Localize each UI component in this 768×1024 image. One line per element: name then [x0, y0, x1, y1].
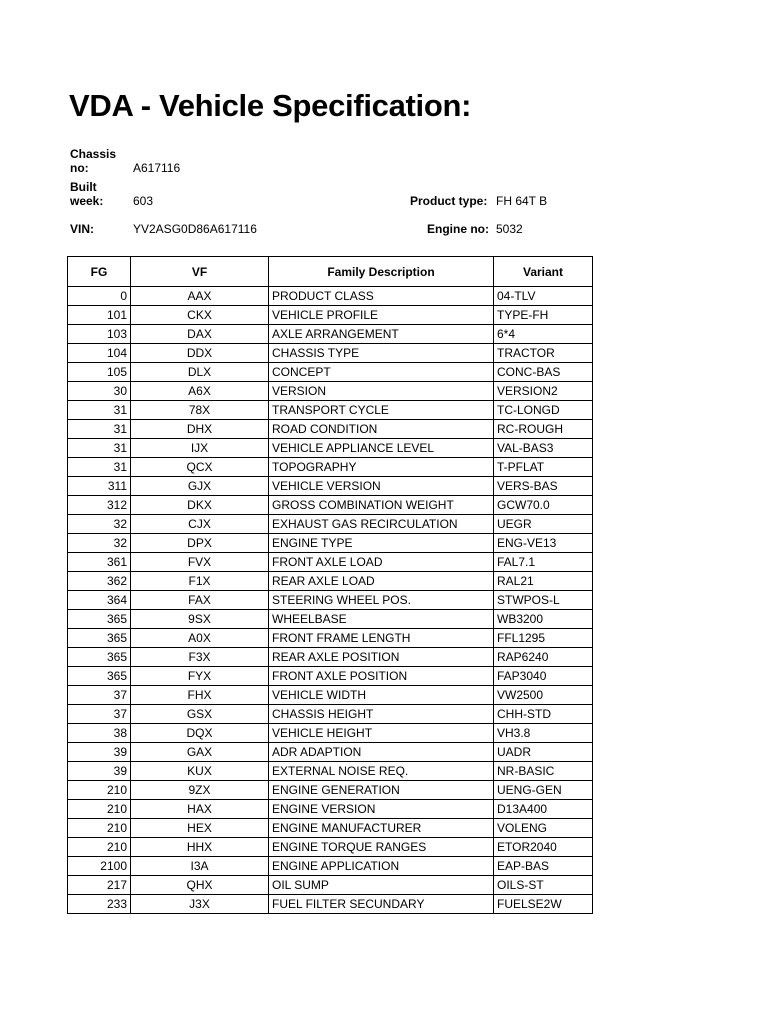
cell-fg: 31 — [68, 401, 131, 420]
cell-vf: DQX — [131, 724, 269, 743]
cell-family-description: FRONT AXLE LOAD — [269, 553, 494, 572]
cell-vf: FVX — [131, 553, 269, 572]
table-row — [68, 420, 593, 439]
cell-variant: 6*4 — [494, 325, 593, 344]
table-row — [68, 705, 593, 724]
cell-family-description: OIL SUMP — [269, 876, 494, 895]
cell-fg: 233 — [68, 895, 131, 914]
cell-vf: F1X — [131, 572, 269, 591]
cell-family-description: ADR ADAPTION — [269, 743, 494, 762]
cell-family-description: REAR AXLE LOAD — [269, 572, 494, 591]
cell-variant: UADR — [494, 743, 593, 762]
cell-fg: 37 — [68, 686, 131, 705]
cell-family-description: FRONT FRAME LENGTH — [269, 629, 494, 648]
cell-fg: 362 — [68, 572, 131, 591]
cell-fg: 104 — [68, 344, 131, 363]
table-body — [68, 287, 593, 914]
cell-vf: 9SX — [131, 610, 269, 629]
cell-family-description: ENGINE MANUFACTURER — [269, 819, 494, 838]
cell-family-description: TRANSPORT CYCLE — [269, 401, 494, 420]
cell-variant: CHH-STD — [494, 705, 593, 724]
column-header-family-description: Family Description — [269, 257, 494, 287]
cell-variant: RC-ROUGH — [494, 420, 593, 439]
cell-variant: EAP-BAS — [494, 857, 593, 876]
cell-fg: 210 — [68, 800, 131, 819]
cell-variant: VOLENG — [494, 819, 593, 838]
cell-fg: 101 — [68, 306, 131, 325]
cell-variant: UEGR — [494, 515, 593, 534]
cell-fg: 30 — [68, 382, 131, 401]
table-row — [68, 667, 593, 686]
cell-family-description: ENGINE APPLICATION — [269, 857, 494, 876]
cell-vf: CJX — [131, 515, 269, 534]
cell-vf: A6X — [131, 382, 269, 401]
cell-fg: 2100 — [68, 857, 131, 876]
cell-variant: GCW70.0 — [494, 496, 593, 515]
cell-fg: 210 — [68, 781, 131, 800]
specification-table — [67, 256, 593, 914]
cell-variant: VW2500 — [494, 686, 593, 705]
cell-fg: 210 — [68, 838, 131, 857]
cell-variant: ENG-VE13 — [494, 534, 593, 553]
table-row — [68, 724, 593, 743]
cell-variant: VERSION2 — [494, 382, 593, 401]
cell-vf: DLX — [131, 363, 269, 382]
cell-family-description: CHASSIS TYPE — [269, 344, 494, 363]
cell-family-description: REAR AXLE POSITION — [269, 648, 494, 667]
cell-family-description: ENGINE GENERATION — [269, 781, 494, 800]
cell-family-description: FRONT AXLE POSITION — [269, 667, 494, 686]
cell-vf: DPX — [131, 534, 269, 553]
table-row — [68, 325, 593, 344]
vin-value: YV2ASG0D86A617116 — [133, 222, 257, 236]
cell-variant: FUELSE2W — [494, 895, 593, 914]
cell-variant: T-PFLAT — [494, 458, 593, 477]
cell-fg: 103 — [68, 325, 131, 344]
cell-variant: D13A400 — [494, 800, 593, 819]
cell-fg: 365 — [68, 667, 131, 686]
table-row — [68, 458, 593, 477]
cell-family-description: VEHICLE VERSION — [269, 477, 494, 496]
cell-family-description: VEHICLE APPLIANCE LEVEL — [269, 439, 494, 458]
table-row — [68, 344, 593, 363]
cell-fg: 31 — [68, 420, 131, 439]
cell-vf: J3X — [131, 895, 269, 914]
cell-variant: VAL-BAS3 — [494, 439, 593, 458]
table-row — [68, 515, 593, 534]
cell-variant: RAP6240 — [494, 648, 593, 667]
cell-fg: 39 — [68, 743, 131, 762]
cell-family-description: ENGINE VERSION — [269, 800, 494, 819]
table-row — [68, 553, 593, 572]
product-type-value: FH 64T B — [496, 194, 548, 208]
product-type-label: Product type: — [410, 194, 488, 208]
table-row — [68, 306, 593, 325]
cell-vf: GAX — [131, 743, 269, 762]
table-row — [68, 838, 593, 857]
cell-fg: 38 — [68, 724, 131, 743]
cell-vf: CKX — [131, 306, 269, 325]
cell-vf: QCX — [131, 458, 269, 477]
cell-variant: FAP3040 — [494, 667, 593, 686]
engine-no-value: 5032 — [496, 222, 523, 236]
cell-variant: STWPOS-L — [494, 591, 593, 610]
cell-family-description: VERSION — [269, 382, 494, 401]
table-header-row — [68, 257, 593, 287]
cell-variant: RAL21 — [494, 572, 593, 591]
cell-fg: 37 — [68, 705, 131, 724]
cell-family-description: AXLE ARRANGEMENT — [269, 325, 494, 344]
engine-no-label: Engine no: — [427, 222, 489, 236]
column-header-vf: VF — [131, 257, 269, 287]
table-row — [68, 477, 593, 496]
cell-family-description: VEHICLE WIDTH — [269, 686, 494, 705]
table-row — [68, 857, 593, 876]
cell-vf: FHX — [131, 686, 269, 705]
cell-vf: DAX — [131, 325, 269, 344]
cell-fg: 32 — [68, 534, 131, 553]
cell-variant: FAL7.1 — [494, 553, 593, 572]
cell-variant: OILS-ST — [494, 876, 593, 895]
cell-family-description: TOPOGRAPHY — [269, 458, 494, 477]
cell-vf: 78X — [131, 401, 269, 420]
table-row — [68, 534, 593, 553]
cell-fg: 210 — [68, 819, 131, 838]
table-row — [68, 496, 593, 515]
table-row — [68, 743, 593, 762]
table-row — [68, 895, 593, 914]
cell-variant: UENG-GEN — [494, 781, 593, 800]
table-row — [68, 648, 593, 667]
table-row — [68, 287, 593, 306]
cell-fg: 217 — [68, 876, 131, 895]
cell-family-description: EXHAUST GAS RECIRCULATION — [269, 515, 494, 534]
cell-variant: ETOR2040 — [494, 838, 593, 857]
cell-vf: FAX — [131, 591, 269, 610]
cell-vf: QHX — [131, 876, 269, 895]
cell-vf: HEX — [131, 819, 269, 838]
cell-fg: 31 — [68, 458, 131, 477]
chassis-no-label: Chassis no: — [70, 147, 117, 175]
cell-vf: A0X — [131, 629, 269, 648]
table-row — [68, 819, 593, 838]
cell-family-description: WHEELBASE — [269, 610, 494, 629]
cell-fg: 312 — [68, 496, 131, 515]
cell-family-description: STEERING WHEEL POS. — [269, 591, 494, 610]
table-row — [68, 629, 593, 648]
cell-family-description: ENGINE TYPE — [269, 534, 494, 553]
table-row — [68, 439, 593, 458]
cell-vf: F3X — [131, 648, 269, 667]
cell-vf: HHX — [131, 838, 269, 857]
cell-family-description: ROAD CONDITION — [269, 420, 494, 439]
cell-family-description: CONCEPT — [269, 363, 494, 382]
cell-vf: HAX — [131, 800, 269, 819]
cell-fg: 311 — [68, 477, 131, 496]
table-row — [68, 876, 593, 895]
cell-fg: 361 — [68, 553, 131, 572]
cell-family-description: ENGINE TORQUE RANGES — [269, 838, 494, 857]
page-title: VDA - Vehicle Specification: — [69, 88, 472, 123]
column-header-fg: FG — [68, 257, 131, 287]
cell-family-description: PRODUCT CLASS — [269, 287, 494, 306]
cell-vf: KUX — [131, 762, 269, 781]
vin-label: VIN: — [70, 222, 94, 236]
cell-fg: 364 — [68, 591, 131, 610]
cell-variant: 04-TLV — [494, 287, 593, 306]
cell-family-description: GROSS COMBINATION WEIGHT — [269, 496, 494, 515]
cell-fg: 32 — [68, 515, 131, 534]
cell-vf: I3A — [131, 857, 269, 876]
chassis-no-value: A617116 — [133, 161, 181, 175]
table-row — [68, 686, 593, 705]
cell-vf: AAX — [131, 287, 269, 306]
cell-variant: FFL1295 — [494, 629, 593, 648]
table-row — [68, 363, 593, 382]
cell-fg: 0 — [68, 287, 131, 306]
cell-fg: 39 — [68, 762, 131, 781]
cell-vf: FYX — [131, 667, 269, 686]
table-row — [68, 382, 593, 401]
cell-vf: DKX — [131, 496, 269, 515]
cell-vf: 9ZX — [131, 781, 269, 800]
table-row — [68, 800, 593, 819]
cell-vf: DHX — [131, 420, 269, 439]
table-row — [68, 591, 593, 610]
cell-vf: GJX — [131, 477, 269, 496]
cell-vf: IJX — [131, 439, 269, 458]
cell-variant: TRACTOR — [494, 344, 593, 363]
table-row — [68, 572, 593, 591]
column-header-variant: Variant — [494, 257, 593, 287]
cell-variant: CONC-BAS — [494, 363, 593, 382]
cell-vf: GSX — [131, 705, 269, 724]
table-row — [68, 781, 593, 800]
built-week-value: 603 — [133, 194, 154, 208]
cell-fg: 365 — [68, 610, 131, 629]
cell-family-description: FUEL FILTER SECUNDARY — [269, 895, 494, 914]
cell-variant: VH3.8 — [494, 724, 593, 743]
cell-vf: DDX — [131, 344, 269, 363]
cell-variant: NR-BASIC — [494, 762, 593, 781]
cell-family-description: EXTERNAL NOISE REQ. — [269, 762, 494, 781]
cell-variant: TC-LONGD — [494, 401, 593, 420]
cell-variant: TYPE-FH — [494, 306, 593, 325]
cell-fg: 365 — [68, 648, 131, 667]
cell-variant: WB3200 — [494, 610, 593, 629]
cell-family-description: VEHICLE HEIGHT — [269, 724, 494, 743]
cell-fg: 105 — [68, 363, 131, 382]
cell-family-description: VEHICLE PROFILE — [269, 306, 494, 325]
table-row — [68, 762, 593, 781]
cell-variant: VERS-BAS — [494, 477, 593, 496]
table-row — [68, 610, 593, 629]
cell-family-description: CHASSIS HEIGHT — [269, 705, 494, 724]
cell-fg: 31 — [68, 439, 131, 458]
built-week-label: Built week: — [70, 180, 104, 208]
cell-fg: 365 — [68, 629, 131, 648]
table-row — [68, 401, 593, 420]
